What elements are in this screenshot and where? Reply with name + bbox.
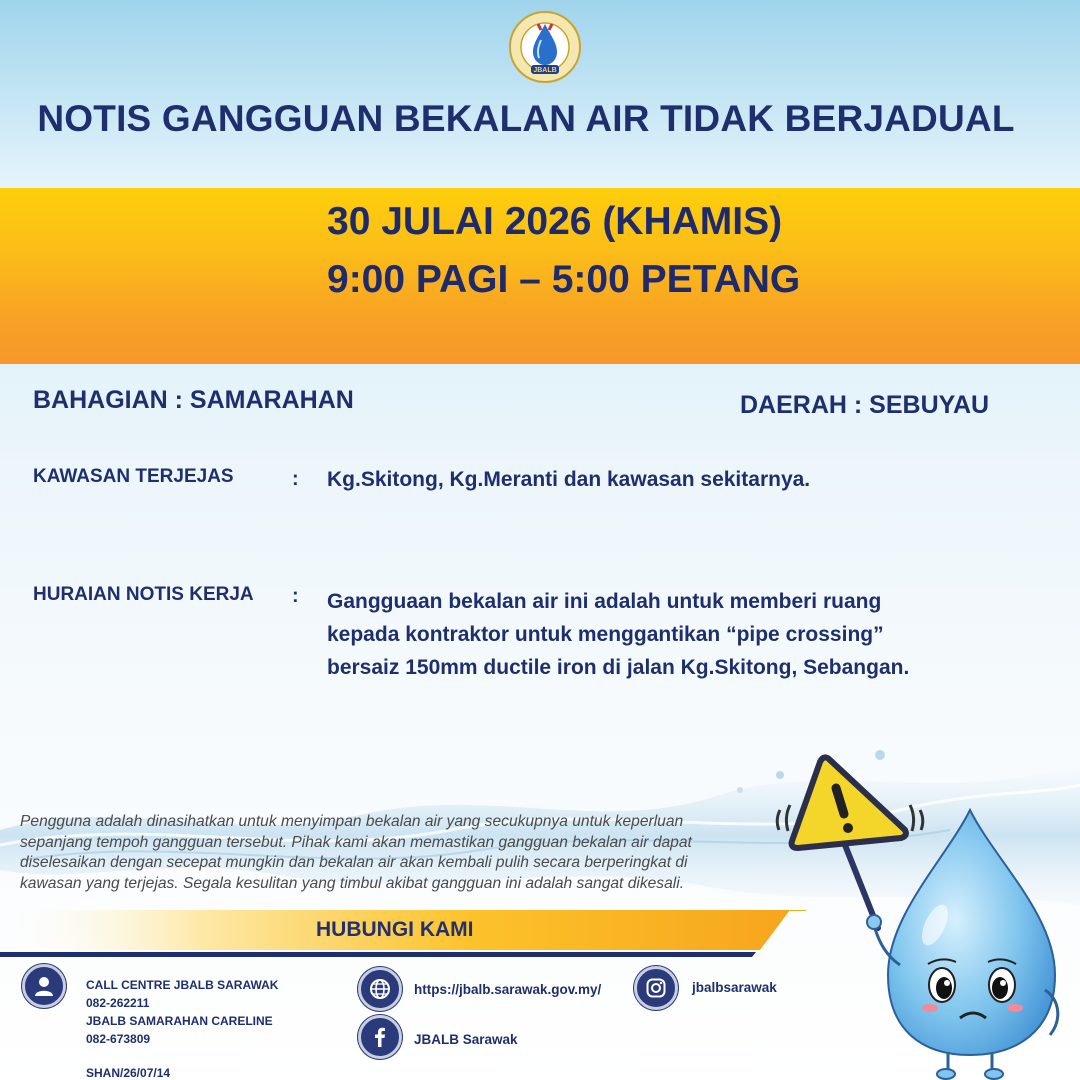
huraian-line: Gangguaan bekalan air ini adalah untuk memberi ruang (327, 590, 882, 613)
instagram-icon (634, 966, 678, 1010)
advice-line: sepanjang tempoh gangguan tersebut. Pihak kami akan memastikan gangguan bekalan air dapat (20, 833, 692, 851)
huraian-colon: : (292, 585, 299, 607)
website-link[interactable]: https://jbalb.sarawak.gov.my/ (414, 982, 602, 997)
facebook-icon (358, 1015, 402, 1059)
jbalb-logo (504, 10, 586, 84)
huraian-label: HURAIAN NOTIS KERJA (33, 584, 254, 605)
water-drop-mascot (770, 750, 1080, 1080)
advice-line: diselesaikan dengan secepat mungkin dan bekalan air akan kembali pulih secara berperingkat di (20, 854, 688, 871)
kawasan-value: Kg.Skitong, Kg.Meranti dan kawasan sekitarnya. (327, 468, 811, 491)
contact-line: 082-262211 (86, 996, 150, 1010)
contact-line: 082-673809 (86, 1032, 151, 1046)
schedule-time: 9:00 PAGI – 5:00 PETANG (327, 258, 801, 301)
schedule-text (0, 188, 1080, 364)
svg-text:JBALB: JBALB (533, 67, 557, 74)
user-icon (22, 964, 66, 1008)
page-title: NOTIS GANGGUAN BEKALAN AIR TIDAK BERJADUAL (37, 98, 1015, 139)
contact-line: JBALB SAMARAHAN CARELINE (86, 1014, 273, 1028)
call-centre-info (86, 976, 278, 1048)
huraian-line: bersaiz 150mm ductile iron di jalan Kg.Skitong, Sebangan. (327, 656, 910, 679)
daerah-label: DAERAH : SEBUYAU (740, 391, 990, 419)
globe-icon (358, 967, 402, 1011)
huraian-line: kepada kontraktor untuk menggantikan “pipe crossing” (327, 623, 884, 646)
warning-icon (792, 757, 906, 848)
kawasan-colon: : (292, 468, 299, 490)
advice-line: Pengguna adalah dinasihatkan untuk menyimpan bekalan air yang secukupnya untuk keperluan (20, 813, 684, 830)
reference-code: SHAN/26/07/14 (86, 1066, 171, 1080)
bahagian-label: BAHAGIAN : SAMARAHAN (33, 386, 354, 414)
instagram-link[interactable]: jbalbsarawak (692, 980, 777, 995)
contact-line: CALL CENTRE JBALB SARAWAK (86, 978, 279, 992)
huraian-value (327, 585, 909, 684)
advice-line: kawasan yang terjejas. Segala kesulitan yang timbul akibat gangguan ini adalah sangat dikesali. (20, 874, 685, 892)
schedule-date: 30 JULAI 2026 (KHAMIS) (327, 200, 783, 243)
facebook-link[interactable]: JBALB Sarawak (414, 1032, 518, 1047)
advice-text (20, 812, 770, 894)
contact-title: HUBUNGI KAMI (316, 918, 474, 941)
kawasan-label: KAWASAN TERJEJAS (33, 466, 234, 487)
